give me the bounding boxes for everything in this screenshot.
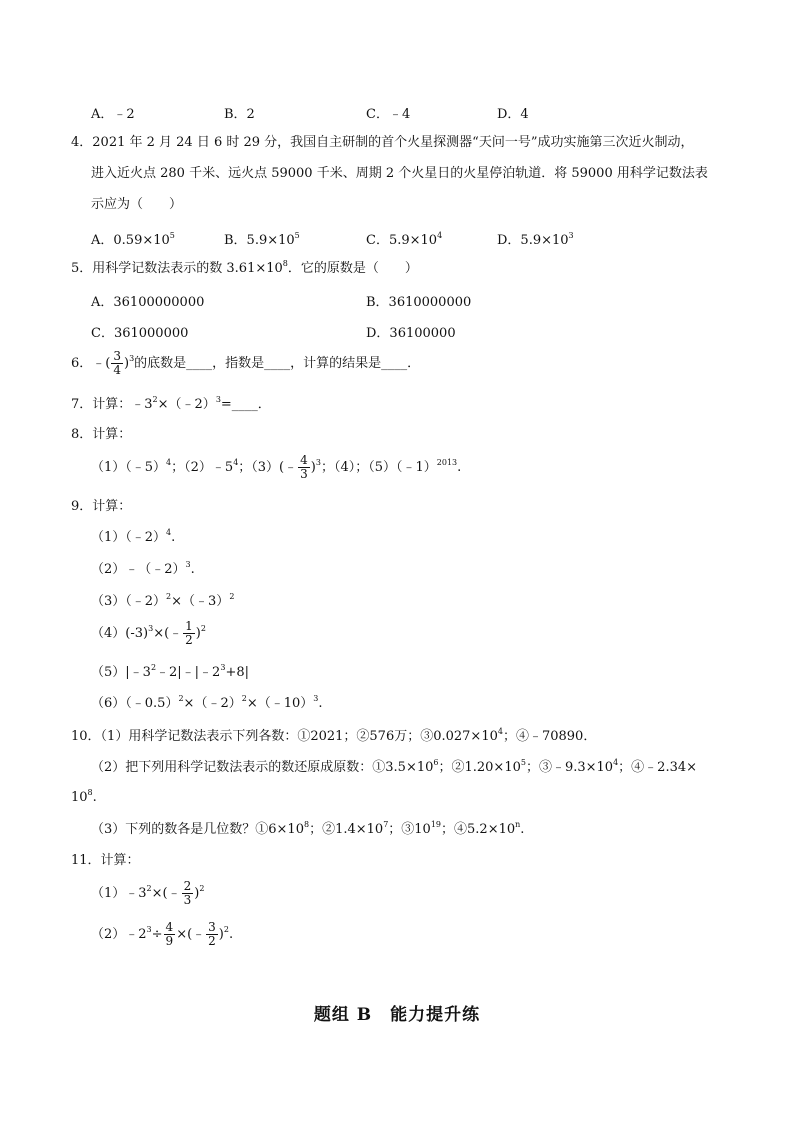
q4-option-c: C．$5.9\times 10^4$ [366,231,443,248]
q3-option-b: B．2 [224,107,255,122]
q8-expressions: （1）（﹣5）$^4$；$(2)﹣5^4$；（3）(﹣ $\frac{4}{3}$ )$^3$；（4）；（5）（﹣1）$^{2013}$. [91,453,462,481]
q3-option-d: D．4 [497,107,529,122]
q9-item-4: $(4)(-3)^3\times(﹣$ $\frac{1}{2}$ )$^2$ [91,619,206,647]
q4-option-d: D．$5.9\times 10^3$ [497,231,574,248]
q4-option-a: A．$0.59\times 10^5$ [91,231,175,248]
q5-option-c: C．361000000 [91,326,189,341]
q5-option-a: A．36100000000 [91,295,205,310]
q9-item-5: $(5)|﹣3^2﹣2|﹣|﹣2^3+8|$ [91,663,249,680]
q3-option-c: C．﹣4 [366,107,411,122]
q4-stem-line2: 进入近火点 280 千米、远火点 59000 千米、周期 2 个火星日的火星停泊轨道．将 59000 用科学记数法表 [91,166,708,181]
q6-fraction: $\frac{3}{4}$ [113,349,121,377]
q4-stem-line3: 示应为（ ） [91,197,183,212]
q11-item-1-fraction: $\frac{2}{3}$ [183,879,192,907]
q11-title: 11．计算： [71,853,140,868]
q9-item-4-fraction: $\frac{1}{2}$ [185,619,193,647]
q5-option-b: B．3610000000 [366,295,472,310]
q6-stem: 6．﹣( $\frac{3}{4}$ )$^3$的底数是____，指数是____，计算的结果是____． [71,349,421,377]
q3-option-a: A．﹣2 [91,107,135,122]
q9-item-3: （3）（﹣2）$^2$×（﹣3）$^2$ [91,592,235,609]
q11-item-1: $(1)﹣3^2\times(﹣$ $\frac{2}{3}$ )$^2$ [91,879,205,907]
q9-item-2: （2）﹣（﹣2）$^3$. [91,560,195,577]
q8-title: 8．计算： [71,427,132,442]
q9-item-1: （1）（﹣2）$^4$. [91,528,176,545]
q9-item-6: （6）（﹣0.5）$^2$×（﹣2）$^2$×（﹣10）$^3$. [91,694,323,711]
q10-part-2: （2）把下列用科学记数法表示的数还原成原数：$①3.5\times 10^6$；$②1.20\times 10^5$；$③﹣9.3\times 10^4$；④﹣2.34× [91,758,698,775]
q7-stem: 7．计算：$﹣3^2\times(﹣2)^3=\_\_\_\_$． [71,395,271,412]
q10-part-2-cont: $10^8$. [71,788,97,805]
q11-item-2-fraction-2: $\frac{3}{2}$ [208,920,216,948]
q5-stem: 5．用科学记数法表示的数 $3.61\times 10^8$．它的原数是（ ） [71,259,418,276]
q11-item-2: $(2)﹣2^3\div$ $\frac{4}{9}$ ×(﹣ $\frac{3}{2}$ )$^2$. [91,920,234,948]
q9-title: 9．计算： [71,499,132,514]
q5-option-d: D．36100000 [366,326,456,341]
q10-part-3: （3）下列的数各是几位数？$①6\times 10^8$；$②1.4\times 10^7$；$③10^{19}$；$④5.2\times 10^n$. [91,820,525,837]
q10-part-1: 10．（1）用科学记数法表示下列各数：①2021；②576万；$③0.027\times 10^4$；④﹣70890． [71,727,597,744]
section-heading: 题组 B 能力提升练 [313,1005,481,1025]
q4-stem-line1: 4．2021 年 2 月 24 日 6 时 29 分，我国自主研制的首个火星探测器“天问一号”成功实施第三次近火制动， [71,135,694,150]
q11-item-2-fraction-1: $\frac{4}{9}$ [165,920,174,948]
q8-fraction: $\frac{4}{3}$ [300,453,308,481]
q4-option-b: B．$5.9\times 10^5$ [224,231,300,248]
